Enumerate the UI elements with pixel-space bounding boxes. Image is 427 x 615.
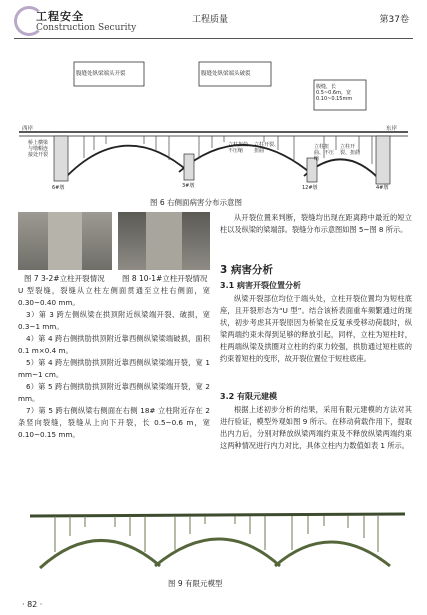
right-para-2: 根据上述初步分析的结果，采用有限元建模的方法对其进行验证，模型外观如图 9 所示。在移动荷载作用下，提取出内力后，分别对释放纵梁两端约束及不释放纵梁两端约束这两种情况进行内力对比，具体立柱内力数值如表 1 所示。 [220, 405, 412, 450]
fig6-caption: 图 6 右侧面病害分布示意图 [150, 198, 243, 207]
arch-1 [64, 146, 189, 179]
fe-arch-1 [40, 540, 160, 568]
journal-title-cn: 工程安全 [36, 10, 84, 23]
left-column [18, 285, 210, 441]
subsection-heading-3-2: 3.2 有限元建模 [220, 392, 277, 401]
fig6-label-right: 立柱扭曲、不压缩 [314, 144, 335, 162]
volume-label: 第37卷 [379, 15, 409, 25]
fig6-label-right-note: 腹缝，长0.5~0.6m，宽0.10~0.15mm [316, 84, 353, 102]
figure-9-fe-model [30, 510, 405, 572]
pier-1 [184, 154, 194, 180]
page-header [0, 0, 427, 44]
fig6-label-mid2: 立柱开裂、扭曲 [254, 142, 280, 154]
fe-columns [55, 516, 378, 552]
fig6-pier-label-3: 12#墩 [302, 185, 318, 191]
left-para-5: 6）第 5 跨右侧拱肋拱顶附近靠西侧纵梁梁端开裂，宽 2 mm。 [18, 382, 210, 403]
fig6-label-mid: 立柱扭曲、不压缩 [228, 142, 254, 154]
left-para-6: 7）第 5 跨右侧纵梁右侧面在右侧 18# 立柱附近存在 2 条竖向裂缝，裂缝从上向下开裂，长 0.5~0.6 m，宽 0.10~0.15 mm。 [18, 406, 210, 439]
page-number: · 82 · [22, 600, 43, 609]
fig6-label-east: 东岸 [386, 126, 398, 132]
section-name: 工程质量 [192, 15, 229, 25]
fe-model-svg [30, 510, 405, 572]
fig6-label-right2: 立柱开裂、扭曲 [340, 144, 361, 156]
fe-deck [30, 514, 405, 516]
fig6-label-top2: 腹缝处纵梁端头破裂 [201, 71, 251, 77]
left-para-2: 3）第 3 跨左侧纵梁在拱顶附近纵梁端开裂、破损，宽 0.3~1 mm。 [18, 310, 210, 331]
figure-6-bridge-diagram [14, 54, 413, 194]
abutment-west [54, 136, 68, 181]
journal-title-en: Construction Security [36, 23, 137, 33]
fig7-caption: 图 7 3-2#立柱开裂情况 [24, 274, 105, 283]
header-rule [14, 38, 413, 39]
left-para-3: 4）第 4 跨右侧拱肋拱顶附近靠西侧纵梁梁端破损，面积 0.1 m×0.4 m。 [18, 334, 210, 355]
left-para-4: 5）第 4 跨左侧拱肋拱顶附近靠西侧纵梁梁端开裂，宽 1 mm~1 cm。 [18, 358, 210, 379]
fig6-label-left-text: 桥上横梁与墩帽连接处开裂 [28, 140, 49, 158]
fig9-caption: 图 9 有限元模型 [168, 579, 223, 588]
fe-arch-2 [155, 539, 280, 566]
fig6-pier-label-2: 3#墩 [182, 183, 195, 189]
right-para-1: 纵梁开裂部位均位于端头处，立柱开裂位置均为短柱底座，且开裂形态为“U 型”。结合该桥表面重车频繁通过的现状，初步考虑其开裂原因为桥梁在反复承受移动荷载时，纵梁两端约束未得到足够的释放引起，同样，立柱为短柱时，柱两端纵梁及拱圈对立柱的约束力较强，拱肋通过短柱底的约束着短柱的变形，故开裂位置位于短柱底座。 [220, 294, 412, 363]
right-para-0: 从开裂位置来判断，裂缝均出现在距离跨中最近的短立柱以及纵梁的梁端部。裂缝分布示意图如图 5~图 8 所示。 [220, 213, 412, 234]
fig6-pier-label-4: 4#墩 [376, 185, 389, 191]
fig6-label-top1: 腹缝处纵梁端头开裂 [76, 71, 126, 77]
subsection-heading-3-1: 3.1 病害开裂位置分析 [220, 281, 301, 290]
fig6-label-west: 西岸 [22, 126, 34, 132]
section-heading-3: 3 病害分析 [220, 264, 273, 276]
fig6-pier-label-1: 6#墩 [52, 185, 65, 191]
abutment-east [376, 136, 390, 184]
fig8-caption: 图 8 10-1#立柱开裂情况 [122, 274, 208, 283]
fig7-photo [18, 212, 112, 270]
left-para-1: U 型裂缝，裂缝从立柱左侧面贯通至立柱右侧面，宽 0.30~0.40 mm。 [18, 286, 210, 307]
fig8-photo [118, 212, 210, 270]
